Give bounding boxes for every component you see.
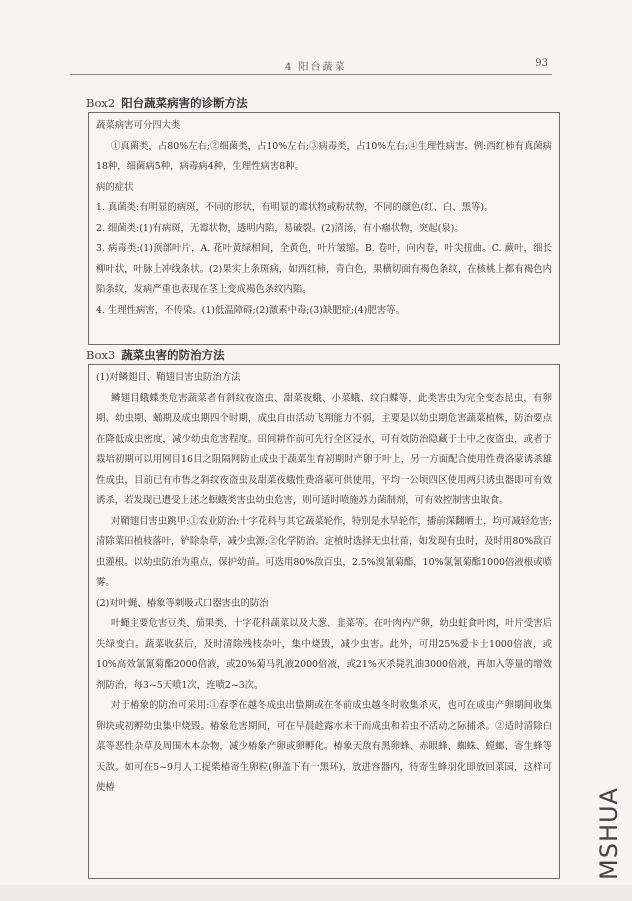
scan-edge (0, 885, 632, 901)
watermark-text: MSHUA (595, 787, 623, 880)
box3-paragraph: (2)对叶蝇、椿象等刺吸式口器害虫的防治 (96, 597, 269, 609)
box2-paragraph: 病的症状 (96, 181, 134, 193)
box2-paragraph: 2. 细菌类:(1)有病斑，无霉状物，透明内陷，易破裂。(2)清汤，有小瘤状物，突起(泉)。 (96, 222, 464, 234)
box2-paragraph: 1. 真菌类:有明显的病斑，不同的形状，有明显的霉状物或粉状物，不同的颜色(红、白、黑等)。 (96, 202, 494, 213)
box2-paragraph: 3. 病毒类:(1)顶部叶片，A. 花叶黄绿相间，全黄色，叶片皱缩。B. 卷叶，向内卷，叶尖扭曲。C. 蕨叶，细长柳叶状，叶脉上冲线条状。(2)果实上条斑病，如西红柿，青白色，果横切面有褐色条纹，在核桃上都有褐色内陷条纹，发病严重也表现在茎上变成褐色条纹内陷。 (96, 243, 552, 295)
box2-title: 阳台蔬菜病害的诊断方法 (121, 96, 248, 110)
box3-label: Box3 (86, 348, 116, 362)
page-number: 93 (535, 58, 548, 69)
running-header (70, 54, 552, 75)
box3-heading (86, 347, 225, 363)
chapter-title: 4 阳台蔬菜 (285, 62, 347, 73)
box2-paragraph: ①真菌类，占80%左右;②细菌类，占10%左右;③病毒类，占10%左右;④生理性病害。例:西红柿有真菌病18种，细菌病5种，病毒病4种，生理性病害8种。 (96, 140, 552, 172)
box3-paragraph: 对鞘翅目害虫跳甲:①农业防治:十字花科与其它蔬菜轮作，特别是水旱轮作，播前深翻晒土，均可减轻危害;清除菜田植枝落叶，铲除杂草，减少虫源;②化学防治。定植时选择无虫壮苗，如发现有虫时，及时用80%敌百虫灌根。以幼虫防治为重点，保护幼苗。可选用80%敌百虫，2.5%溴氰菊酯，10%氯氰菊酯1000倍液根或喷雾。 (96, 515, 552, 588)
box3-paragraph: (1)对鳞翅目、鞘翅目害虫防治方法 (96, 372, 241, 383)
box2-heading (86, 95, 248, 111)
box3-panel (88, 364, 560, 879)
box2-paragraph: 4. 生理性病害，不传染。(1)低温障碍;(2)激素中毒;(3)缺肥症;(4)肥害等。 (96, 304, 405, 316)
box3-paragraph: 叶蝇主要危害豆类、茄果类、十字花科蔬菜以及大葱、韭菜等。在叶肉内产卵，幼虫蛀食叶肉，叶片受害后失绿变白。蔬菜收获后，及时清除残枝杂叶，集中烧毁，减少虫害。此外，可用25%爱卡士1000倍液，或10%高效氯氰菊酯2000倍液，或20%菊马乳液2000倍液，或21%灭杀毙乳油3000倍液，再加入等量的增效剂防治，每3~5天喷1次，连喷2~3次。 (96, 618, 552, 691)
box2-label: Box2 (86, 96, 116, 110)
box3-title: 蔬菜虫害的防治方法 (121, 348, 225, 362)
box3-paragraph: 鳞翅目蛾蝶类危害蔬菜者有斜纹夜盗虫、甜菜夜蛾、小菜蛾、纹白蝶等，此类害虫为完全变态昆虫，有卵期、幼虫期、蛹期及成虫期四个时期，成虫自由活动飞翔能力不弱，主要是以幼虫期危害蔬菜植株，防治要点在降低成虫密度，减少幼虫危害程度。田间耕作前可先行全区浸水，可有效防治隐藏于土中之夜盗虫，或者于栽培初期可以用网目16目之阻隔网防止成虫于蔬菜生育初期时产卵于叶上，另一方面配合使用性费洛蒙诱杀雄性成虫，目前已有市售之斜纹夜盗虫及甜菜夜蛾性费洛蒙可供使用，平均一公顷四区使用两只诱虫器即可有效诱杀，若发现已遭受上述之螟蛾类害虫幼虫危害，则可适时喷施苏力菌制剂，可有效控制害虫取食。 (96, 392, 552, 506)
box2-panel (88, 112, 560, 345)
box2-paragraph: 蔬菜病害可分四大类 (96, 120, 181, 131)
box3-paragraph: 对于椿象的防治可采用:①春季在越冬成虫出蛰期或在冬前成虫越冬时收集杀灭，也可在成虫产卵期间收集卵块或初孵幼虫集中烧毁。椿象危害期间，可在早晨趁露水未干而成虫和若虫不活动之际捕杀。②适时清除白菜等恶性杂草及周围木本杂物，减少椿象产卵或卵孵化。椿象天敌有黑卵蜂、赤眼蜂、蜘蛛、螳螂、寄生蜂等天敌。如可在5~9月人工捉柴椿寄生卵粒(卵盖下有一黑环)，放进容器内，待寄生蜂羽化即放回菜园，这样可使椿 (96, 700, 552, 793)
